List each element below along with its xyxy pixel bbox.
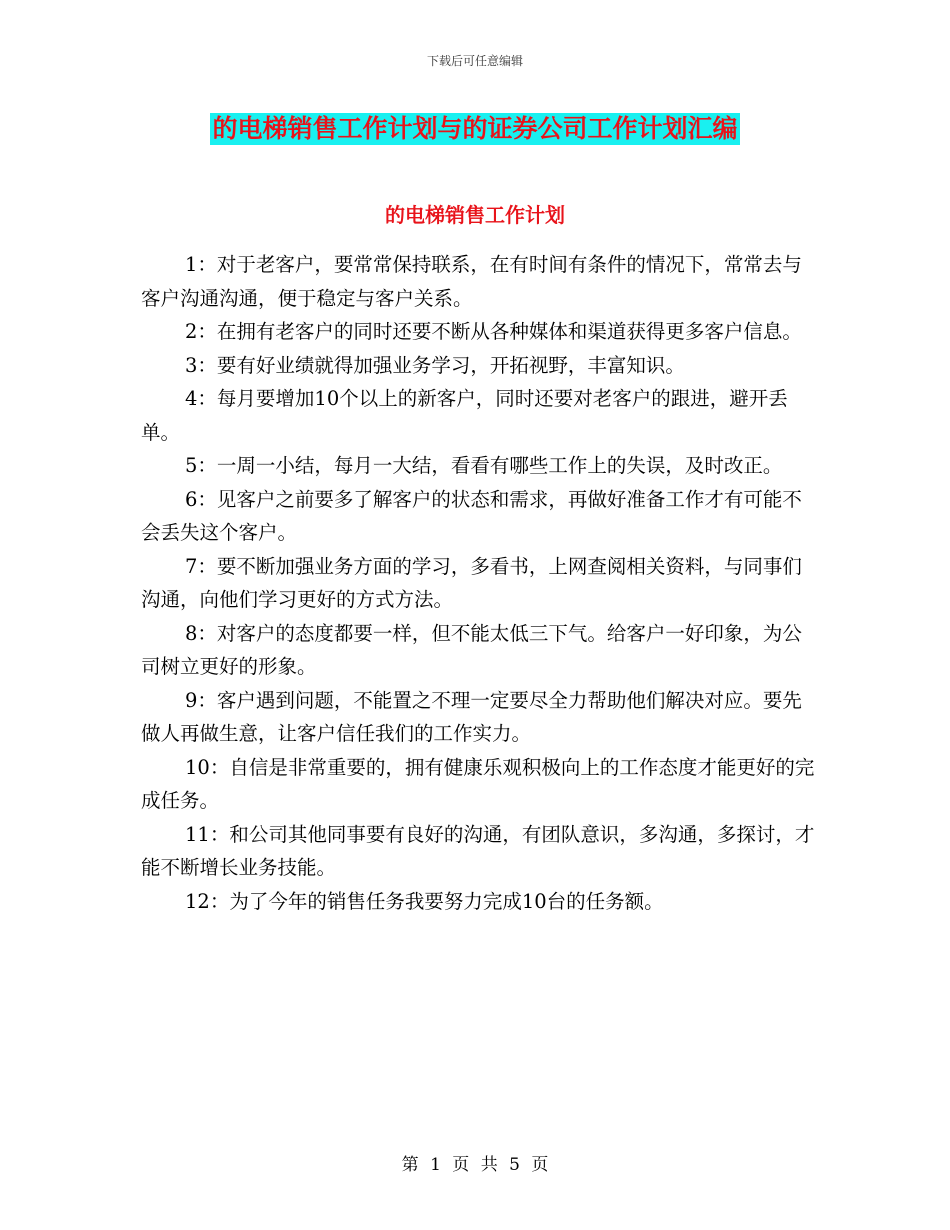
paragraph: 11：和公司其他同事要有良好的沟通，有团队意识，多沟通，多探讨，才能不断增长业务技能。 bbox=[141, 822, 815, 879]
page-number-footer: 第 1 页 共 5 页 bbox=[401, 1155, 549, 1175]
paragraph: 5：一周一小结，每月一大结，看看有哪些工作上的失误，及时改正。 bbox=[185, 454, 783, 477]
document-title-container bbox=[0, 113, 950, 145]
page-header-note: 下载后可任意编辑 bbox=[426, 54, 523, 68]
document-title: 的电梯销售工作计划与的证券公司工作计划汇编 bbox=[212, 114, 738, 143]
paragraph: 4：每月要增加10个以上的新客户，同时还要对老客户的跟进，避开丢单。 bbox=[141, 387, 788, 444]
paragraph: 2：在拥有老客户的同时还要不断从各种媒体和渠道获得更多客户信息。 bbox=[185, 320, 802, 343]
section-title: 的电梯销售工作计划 bbox=[385, 203, 565, 227]
paragraph: 10：自信是非常重要的，拥有健康乐观积极向上的工作态度才能更好的完成任务。 bbox=[141, 755, 815, 812]
paragraph: 8：对客户的态度都要一样，但不能太低三下气。给客户一好印象，为公司树立更好的形象。 bbox=[141, 621, 802, 678]
paragraph: 7：要不断加强业务方面的学习，多看书，上网查阅相关资料，与同事们沟通，向他们学习更好的方式方法。 bbox=[141, 554, 802, 611]
paragraph: 6：见客户之前要多了解客户的状态和需求，再做好准备工作才有可能不会丢失这个客户。 bbox=[141, 487, 802, 544]
paragraph: 3：要有好业绩就得加强业务学习，开拓视野，丰富知识。 bbox=[185, 353, 685, 377]
document-body bbox=[141, 248, 821, 918]
paragraph: 9：客户遇到问题，不能置之不理一定要尽全力帮助他们解决对应。要先做人再做生意，让客户信任我们的工作实力。 bbox=[141, 688, 802, 745]
paragraph: 1：对于老客户，要常常保持联系，在有时间有条件的情况下，常常去与客户沟通沟通，便于稳定与客户关系。 bbox=[141, 253, 802, 310]
paragraph: 12：为了今年的销售任务我要努力完成10台的任务额。 bbox=[185, 889, 664, 913]
